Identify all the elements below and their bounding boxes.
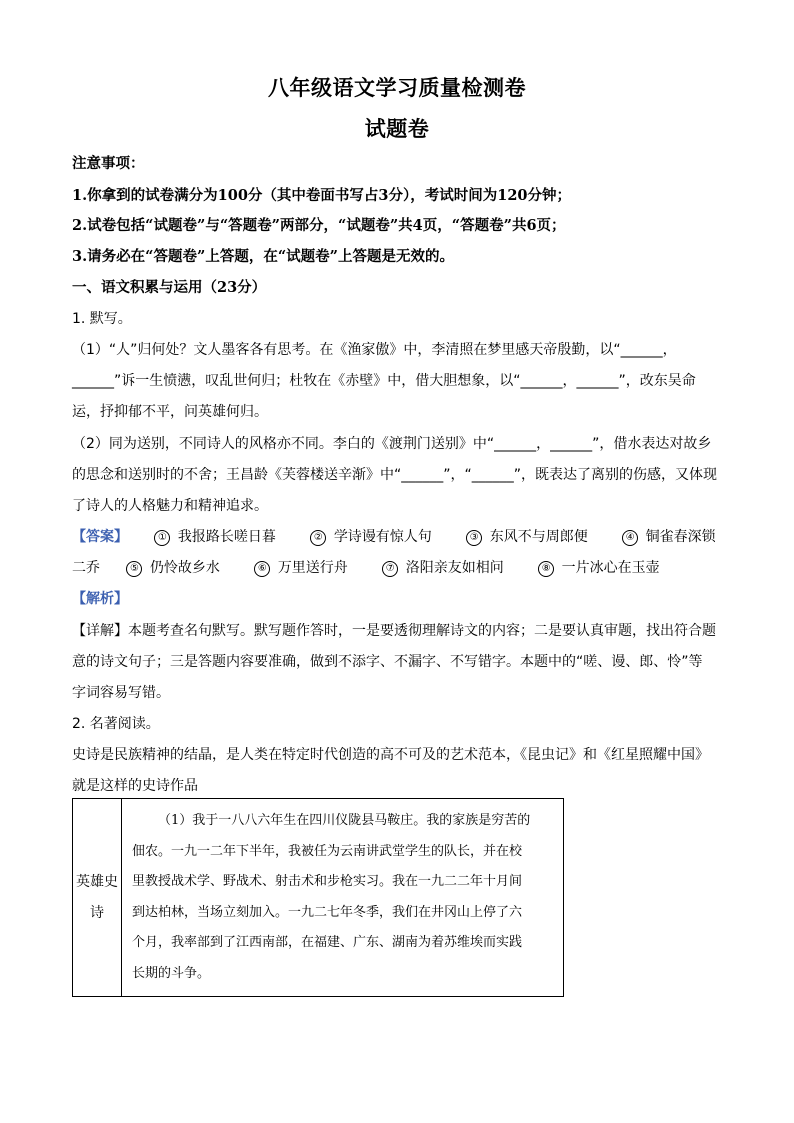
answer-number: ② [310, 530, 326, 546]
answer-item [382, 557, 503, 577]
question-1-part-1-line: ______”诉一生愤懑，叹乱世何归；杜牧在《赤壁》中，借大胆想象，以“______，______”，改东吴命 [72, 373, 696, 389]
excerpt-line: 个月，我率部到了江西南部，在福建、广东、湖南为着苏维埃而实践 [132, 935, 523, 950]
answer-text: 东风不与周郎便 [489, 529, 588, 545]
answer-item [310, 526, 431, 546]
excerpt-line: 长期的斗争。 [132, 965, 211, 981]
question-1-part-1-line: （1）“人”归何处？文人墨客各有思考。在《渔家傲》中，李清照在梦里感天帝殷勤，以“______， [72, 342, 677, 358]
answer-text: 铜雀春深锁 [645, 529, 716, 545]
answer-row-2 [72, 557, 660, 577]
section-heading: 一、语文积累与运用（23分） [72, 279, 267, 296]
answer-item [622, 526, 715, 546]
answer-number: ⑦ [382, 561, 398, 577]
question-2-intro-line: 史诗是民族精神的结晶，是人类在特定时代创造的高不可及的艺术范本，《昆虫记》和《红星照耀中国》 [72, 747, 709, 763]
notice-item-2: 2.试卷包括“试题卷”与“答题卷”两部分，“试题卷”共4页，“答题卷”共6页； [72, 217, 566, 234]
table-category-cell: 英雄史诗 [73, 799, 122, 997]
answer-item [538, 557, 659, 577]
notice-item-1: 1.你拿到的试卷满分为100分（其中卷面书写占3分），考试时间为120分钟； [72, 187, 572, 204]
page-title: 八年级语文学习质量检测卷 [268, 75, 526, 100]
detail-line: 【详解】本题考查名句默写。默写题作答时，一是要透彻理解诗文的内容；二是要认真审题，找出符合题 [72, 623, 716, 639]
answer-number: ③ [466, 530, 482, 546]
answer-text: 我报路长嗟日暮 [177, 529, 276, 545]
answer-number: ⑧ [538, 561, 554, 577]
answer-item [254, 557, 347, 577]
answer-text: 一片冰心在玉壶 [561, 560, 660, 576]
notice-item-3: 3.请务必在“答题卷”上答题，在“试题卷”上答题是无效的。 [72, 248, 454, 265]
table-content-cell [122, 799, 564, 997]
table-row [73, 799, 564, 997]
page-subtitle: 试题卷 [364, 116, 430, 141]
answer-number: ⑥ [254, 561, 270, 577]
answer-item [154, 526, 275, 546]
excerpt-line: 里教授战术学、野战术、射击术和步枪实习。我在一九二二年十月间 [132, 874, 523, 889]
answer-text: 万里送行舟 [277, 560, 348, 576]
epic-table [72, 798, 564, 997]
question-2-label: 2. 名著阅读。 [72, 716, 160, 732]
question-1-part-2-line: 的思念和送别时的不舍；王昌龄《芙蓉楼送辛渐》中“______”，“______”，既表达了离别的伤感，又体现 [72, 467, 718, 483]
answer-number: ④ [622, 530, 638, 546]
excerpt-line: 到达柏林，当场立刻加入。一九二七年冬季，我们在井冈山上停了六 [132, 904, 523, 920]
detail-line: 意的诗文句子；三是答题内容要准确，做到不添字、不漏字、不写错字。本题中的“嗟、谩、郎、怜”等 [72, 654, 703, 670]
excerpt-line: 佃农。一九一二年下半年，我被任为云南讲武堂学生的队长，并在校 [132, 843, 523, 859]
answer-number: ① [154, 530, 170, 546]
answer-item [466, 526, 587, 546]
answer-text: 洛阳亲友如相问 [405, 560, 504, 576]
analysis-tag: 【解析】 [72, 591, 128, 607]
question-1-part-2-line: （2）同为送别，不同诗人的风格亦不同。李白的《渡荆门送别》中“______，______”，借水表达对故乡 [72, 436, 712, 452]
answer-text: 仍怜故乡水 [149, 560, 220, 576]
answer-item [126, 557, 219, 577]
question-1-label: 1. 默写。 [72, 311, 132, 327]
answer-continuation: 二乔 [72, 560, 100, 576]
answer-number: ⑤ [126, 561, 142, 577]
question-1-part-2-line: 了诗人的人格魅力和精神追求。 [72, 498, 268, 514]
question-1-part-1-line: 运，抒抑郁不平，问英雄何归。 [72, 404, 268, 420]
detail-line: 字词容易写错。 [72, 685, 170, 701]
excerpt-line: （1）我于一八八六年生在四川仪陇县马鞍庄。我的家族是穷苦的 [158, 813, 531, 828]
answer-row-1 [72, 526, 716, 546]
notice-heading: 注意事项： [72, 155, 145, 172]
answer-text: 学诗谩有惊人句 [333, 529, 432, 545]
question-2-intro-line: 就是这样的史诗作品 [72, 778, 198, 794]
answer-tag: 【答案】 [72, 529, 128, 545]
